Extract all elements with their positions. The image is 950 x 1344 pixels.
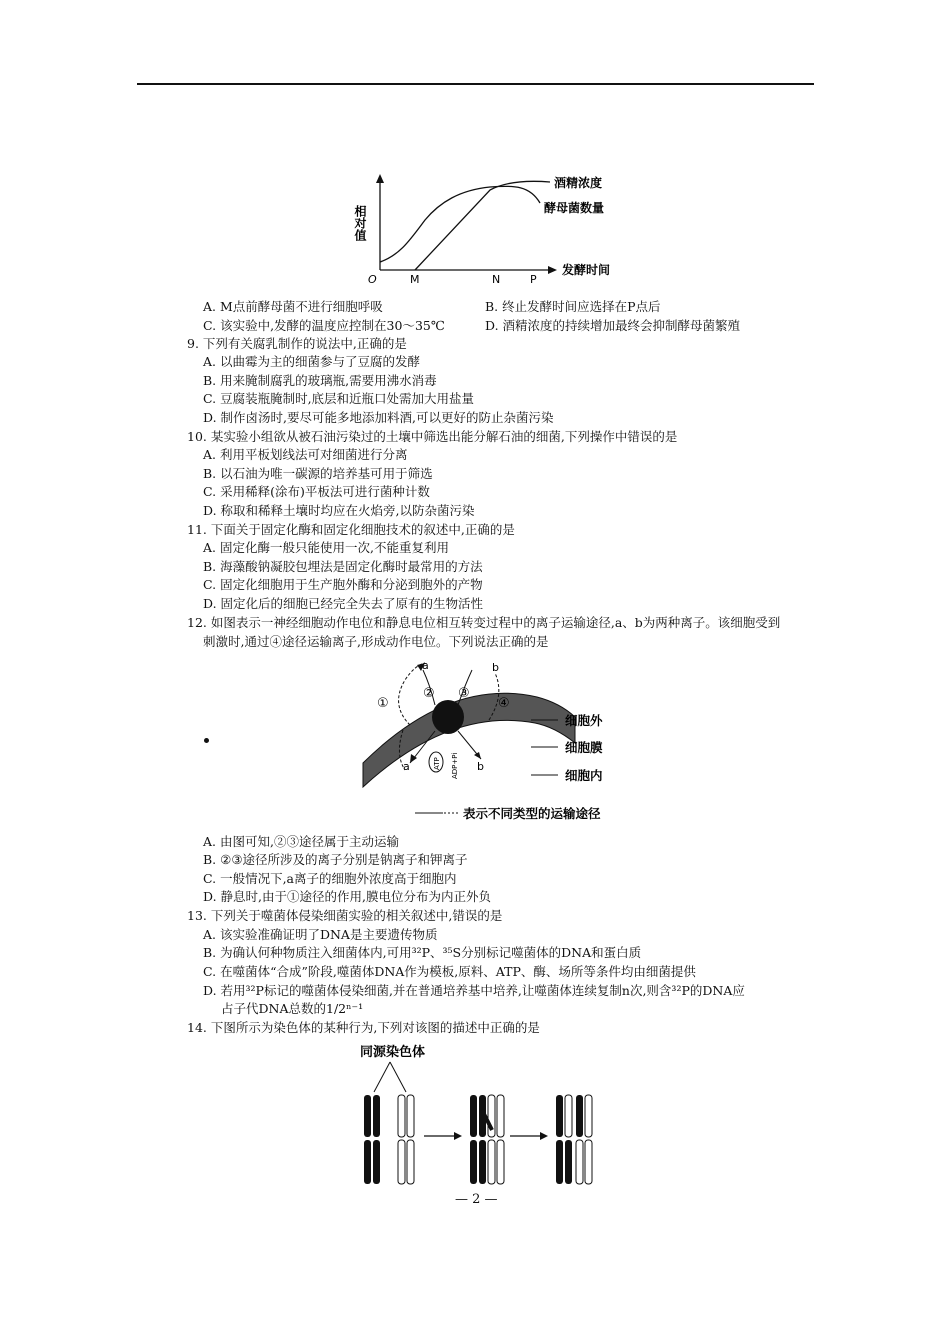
atp-label: ATP: [433, 757, 441, 770]
q11-option-c: C. 固定化细胞用于生产胞外酶和分泌到胞外的产物: [203, 577, 483, 592]
q8-option-a: A. M点前酵母菌不进行细胞呼吸: [203, 299, 383, 314]
q12-stem-line1: 12. 如图表示一神经细胞动作电位和静息电位相互转变过程中的离子运输途径,a、b为两种离子。该细胞受到: [187, 615, 781, 630]
q11-option-a: A. 固定化酶一般只能使用一次,不能重复利用: [203, 540, 449, 555]
q9-option-a: A. 以曲霉为主的细菌参与了豆腐的发酵: [203, 354, 420, 369]
homologous-label: 同源染色体: [360, 1045, 426, 1060]
q10-option-d: D. 称取和稀释土壤时均应在火焰旁,以防杂菌污染: [203, 503, 475, 518]
adp-label: ADP+Pi: [451, 752, 459, 779]
cell-membrane-band: [363, 693, 575, 787]
q13-option-d-line1: D. 若用³²P标记的噬菌体侵染细菌,并在普通培养基中培养,让噬菌体连续复制n次,则含³²P的DNA应: [203, 983, 745, 998]
legend-text: 表示不同类型的运输途径: [463, 806, 601, 821]
x-axis-label: 发酵时间: [562, 263, 611, 277]
q12-option-a: A. 由图可知,②③途径属于主动运输: [203, 834, 399, 849]
ion-b-bottom: b: [477, 760, 484, 773]
tick-m: M: [410, 273, 420, 286]
q13-option-b: B. 为确认何种物质注入细菌体内,可用³²P、³⁵S分别标记噬菌体的DNA和蛋白质: [203, 945, 642, 960]
tick-n: N: [492, 273, 501, 286]
ion-a-top: a: [422, 659, 429, 672]
alcohol-curve: [415, 181, 550, 270]
chromosome-diagram: [360, 1040, 620, 1190]
series-label-yeast: 酵母菌数量: [544, 201, 605, 215]
q9-option-c: C. 豆腐装瓶腌制时,底层和近瓶口处需加大用盐量: [203, 391, 475, 406]
q10-option-a: A. 利用平板划线法可对细菌进行分离: [203, 447, 408, 462]
label-inside: 细胞内: [565, 768, 603, 783]
tick-p: P: [530, 273, 537, 286]
q8-option-c: C. 该实验中,发酵的温度应控制在30～35℃: [203, 318, 445, 333]
channel-protein: [432, 700, 464, 734]
q14-stem: 14. 下图所示为染色体的某种行为,下列对该图的描述中正确的是: [187, 1020, 540, 1035]
q13-stem: 13. 下列关于噬菌体侵染细菌实验的相关叙述中,错误的是: [187, 908, 503, 923]
q11-option-b: B. 海藻酸钠凝胶包埋法是固定化酶时最常用的方法: [203, 559, 483, 574]
q12-option-b: B. ②③途径所涉及的离子分别是钠离子和钾离子: [203, 852, 468, 867]
fermentation-chart: [330, 170, 630, 290]
q9-option-d: D. 制作卤汤时,要尽可能多地添加料酒,可以更好的防止杂菌污染: [203, 410, 554, 425]
y-axis-label: 相对值: [353, 205, 367, 241]
series-label-alcohol: 酒精浓度: [554, 176, 603, 190]
origin-label: O: [368, 273, 377, 286]
q12-option-d: D. 静息时,由于①途径的作用,膜电位分布为内正外负: [203, 889, 491, 904]
label-outside: 细胞外: [565, 713, 603, 728]
path-1-label: ①: [377, 696, 389, 711]
path-2-label: ②: [423, 686, 435, 701]
path-4-label: ④: [498, 696, 510, 711]
q13-option-a: A. 该实验准确证明了DNA是主要遗传物质: [203, 927, 438, 942]
q9-stem: 9. 下列有关腐乳制作的说法中,正确的是: [187, 336, 407, 351]
q10-stem: 10. 某实验小组欲从被石油污染过的土壤中筛选出能分解石油的细菌,下列操作中错误的是: [187, 429, 678, 444]
top-rule: [137, 83, 814, 85]
scan-dot: [204, 738, 209, 743]
ion-a-bottom: a: [403, 760, 410, 773]
q12-option-c: C. 一般情况下,a离子的细胞外浓度高于细胞内: [203, 871, 457, 886]
q8-option-b: B. 终止发酵时间应选择在P点后: [485, 299, 661, 314]
membrane-diagram: [355, 655, 635, 825]
q10-option-b: B. 以石油为唯一碳源的培养基可用于筛选: [203, 466, 433, 481]
q8-option-d: D. 酒精浓度的持续增加最终会抑制酵母菌繁殖: [485, 318, 741, 333]
q13-option-c: C. 在噬菌体“合成”阶段,噬菌体DNA作为模板,原料、ATP、酶、场所等条件均由细菌提供: [203, 964, 696, 979]
q13-option-d-line2: 占子代DNA总数的1/2ⁿ⁻¹: [221, 1001, 364, 1016]
q10-option-c: C. 采用稀释(涂布)平板法可进行菌种计数: [203, 484, 430, 499]
q12-stem-line2: 刺激时,通过④途径运输离子,形成动作电位。下列说法正确的是: [203, 634, 549, 649]
q11-stem: 11. 下面关于固定化酶和固定化细胞技术的叙述中,正确的是: [187, 522, 515, 537]
q11-option-d: D. 固定化后的细胞已经完全失去了原有的生物活性: [203, 596, 484, 611]
ion-b-top: b: [492, 661, 499, 674]
label-membrane: 细胞膜: [565, 740, 603, 755]
q9-option-b: B. 用来腌制腐乳的玻璃瓶,需要用沸水消毒: [203, 373, 437, 388]
page-number: — 2 —: [455, 1192, 498, 1207]
yeast-count-curve: [380, 186, 540, 262]
path-3-label: ③: [458, 686, 470, 701]
